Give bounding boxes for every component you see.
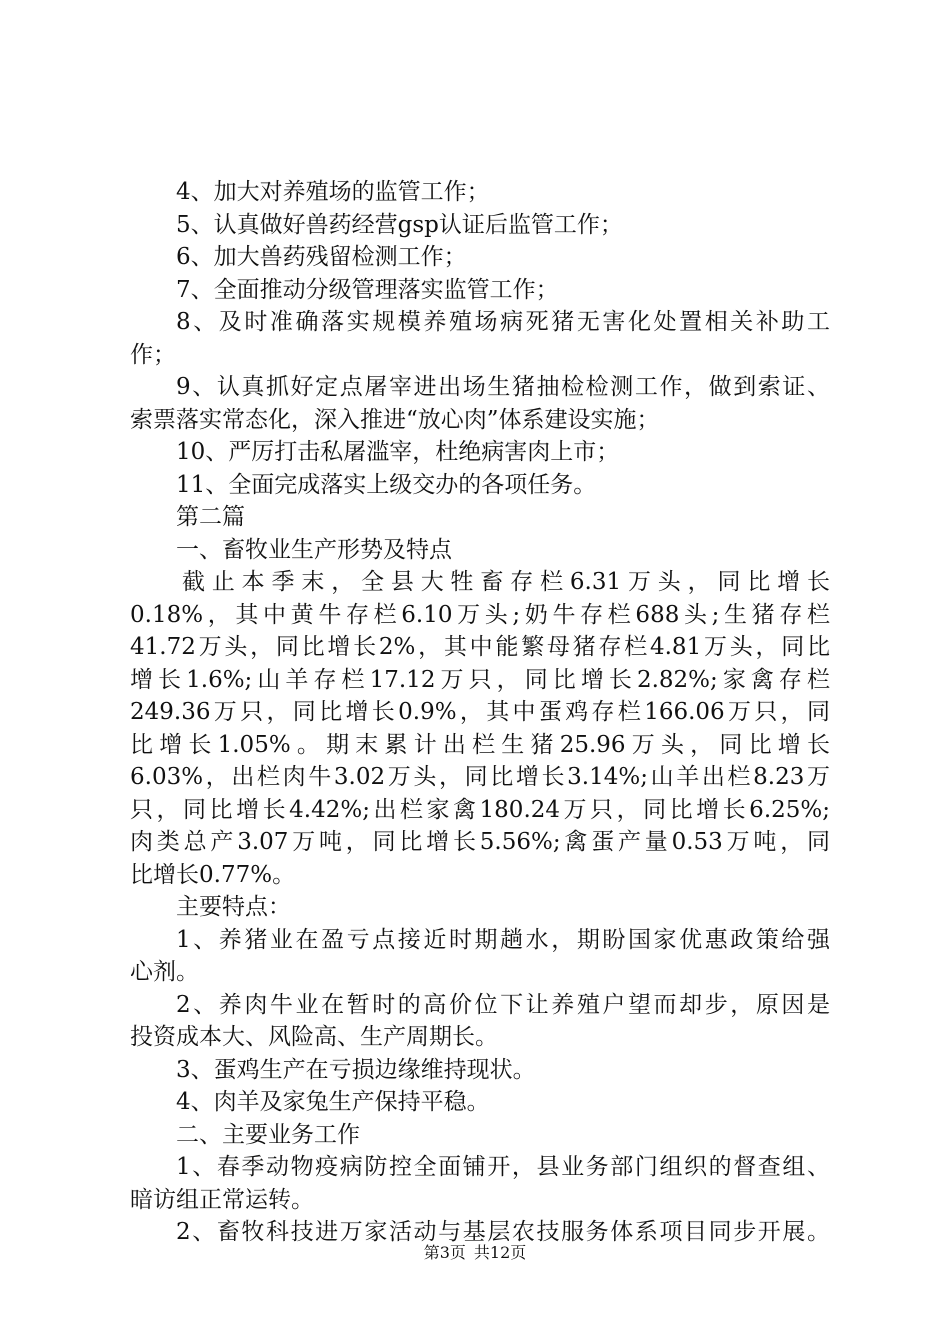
text-line: 比增长1.05%。期末累计出栏生猪25.96万头，同比增长 — [130, 731, 830, 758]
text-line: 10、严厉打击私屠滥宰，杜绝病害肉上市； — [176, 439, 620, 465]
text-line: 2、畜牧科技进万家活动与基层农技服务体系项目同步开展。 — [176, 1219, 830, 1245]
text-line: 作； — [130, 341, 176, 368]
text-line: 1、春季动物疫病防控全面铺开，县业务部门组织的督查组、 — [176, 1154, 830, 1180]
page-footer — [0, 1243, 950, 1263]
page-number: 第3页 — [423, 1243, 466, 1262]
subsection-heading: 一、畜牧业生产形势及特点 — [176, 536, 452, 563]
text-line: 增长1.6%;山羊存栏17.12万只，同比增长2.82%;家禽存栏 — [130, 666, 830, 693]
text-line: 6.03%，出栏肉牛3.02万头，同比增长3.14%;山羊出栏8.23万 — [130, 764, 830, 790]
page-total: 共12页 — [473, 1243, 527, 1262]
section-heading: 第二篇 — [176, 504, 245, 530]
text-line: 11、全面完成落实上级交办的各项任务。 — [176, 471, 597, 498]
text-line: 索票落实常态化，深入推进“放心肉”体系建设实施； — [130, 406, 660, 433]
text-line: 比增长0.77%。 — [130, 861, 296, 888]
document-body — [130, 176, 830, 1249]
text-line: 1、养猪业在盈亏点接近时期趟水，期盼国家优惠政策给强 — [176, 926, 830, 953]
text-line: 只，同比增长4.42%;出栏家禽180.24万只，同比增长6.25%; — [130, 796, 830, 823]
text-line: 暗访组正常运转。 — [130, 1186, 314, 1213]
text-line: 9、认真抓好定点屠宰进出场生猪抽检检测工作，做到索证、 — [176, 374, 830, 400]
text-line: 2、养肉牛业在暂时的高价位下让养殖户望而却步，原因是 — [176, 991, 830, 1018]
text-line: 0.18%，其中黄牛存栏6.10万头;奶牛存栏688头;生猪存栏 — [130, 601, 830, 628]
text-line: 4、肉羊及家兔生产保持平稳。 — [176, 1089, 490, 1115]
text-line: 41.72万头，同比增长2%，其中能繁母猪存栏4.81万头，同比 — [130, 634, 830, 660]
text-line: 5、认真做好兽药经营gsp认证后监管工作； — [176, 211, 623, 238]
text-line: 6、加大兽药残留检测工作； — [176, 244, 467, 270]
text-line: 8、及时准确落实规模养殖场病死猪无害化处置相关补助工 — [176, 309, 830, 335]
text-line: 4、加大对养殖场的监管工作； — [176, 179, 490, 205]
subsection-heading: 主要特点： — [176, 894, 291, 920]
text-line: 249.36万只，同比增长0.9%，其中蛋鸡存栏166.06万只，同 — [130, 699, 830, 725]
text-line: 7、全面推动分级管理落实监管工作； — [176, 276, 559, 303]
text-line: 肉类总产3.07万吨，同比增长5.56%;禽蛋产量0.53万吨，同 — [130, 829, 830, 855]
text-line: 截止本季末，全县大牲畜存栏6.31万头，同比增长 — [182, 569, 830, 595]
subsection-heading: 二、主要业务工作 — [176, 1121, 360, 1148]
text-line: 心剂。 — [130, 959, 199, 985]
text-line: 投资成本大、风险高、生产周期长。 — [130, 1024, 498, 1050]
text-line: 3、蛋鸡生产在亏损边缘维持现状。 — [176, 1056, 536, 1083]
